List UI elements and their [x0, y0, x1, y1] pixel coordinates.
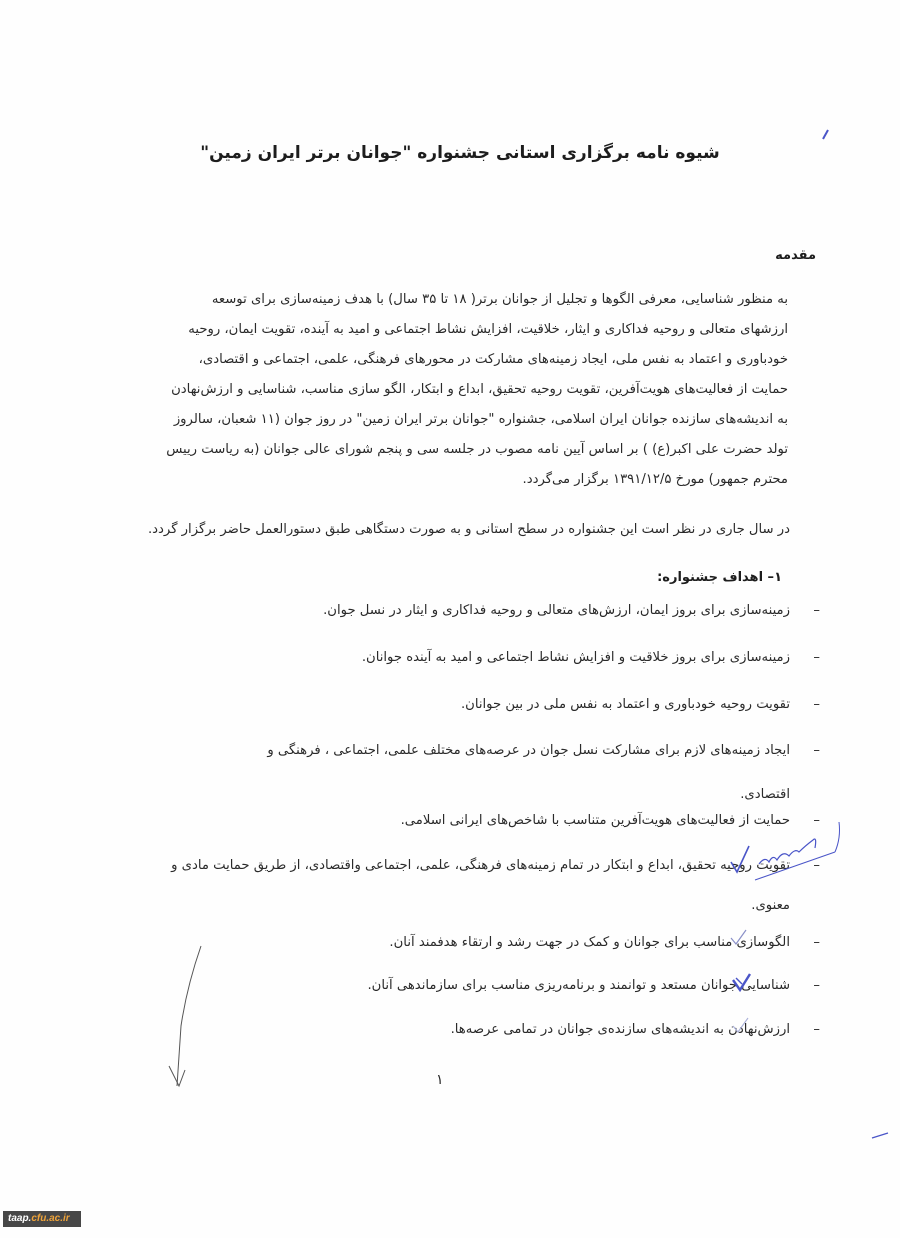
handwritten-arrow-icon: [165, 942, 210, 1092]
document-title: شیوه نامه برگزاری استانی جشنواره "جوانان برتر ایران زمین": [200, 143, 720, 163]
bullet-dash: –: [813, 1022, 820, 1037]
goal-text: شناسایی جوانان مستعد و توانمند و برنامه‌ریزی مناسب برای سازماندهی آنان.: [367, 978, 790, 993]
goal-text: تقویت روحیه تحقیق، ابداع و ابتکار در تمام زمینه‌های فرهنگی، علمی، اجتماعی واقتصادی، از طریق حمایت مادی و معنوی.: [171, 858, 790, 913]
goal-text: تقویت روحیه خودباوری و اعتماد به نفس ملی در بین جوانان.: [460, 697, 790, 712]
checkmark-icon: [728, 928, 750, 948]
intro-line: به منظور شناسایی، معرفی الگوها و تجلیل از جوانان برتر( ۱۸ تا ۳۵ سال) با هدف زمینه‌سازی برای توسعه: [211, 292, 788, 307]
watermark: [3, 1211, 81, 1227]
bullet-dash: –: [813, 743, 820, 758]
goal-item: [230, 687, 820, 723]
bullet-dash: –: [813, 603, 820, 618]
bullet-dash: –: [813, 813, 820, 828]
goal-text: زمینه‌سازی برای بروز خلاقیت و افزایش نشاط اجتماعی و امید به آینده جوانان.: [361, 650, 790, 665]
goal-item: [130, 846, 820, 926]
goal-text: ایجاد زمینه‌های لازم برای مشارکت نسل جوان در عرصه‌های مختلف علمی، اجتماعی ، فرهنگی و اقتصادی.: [267, 743, 790, 802]
goal-text: ارزش‌نهادن به اندیشه‌های سازنده‌ی جوانان در تمامی عرصه‌ها.: [450, 1022, 790, 1037]
goal-item: [230, 593, 820, 629]
goal-text: حمایت از فعالیت‌های هویت‌آفرین متناسب با شاخص‌های ایرانی اسلامی.: [400, 813, 790, 828]
page-number: ۱: [436, 1072, 444, 1088]
bullet-dash: –: [813, 650, 820, 665]
intro-line: خودباوری و اعتماد به نفس ملی، ایجاد زمینه‌های مشارکت در محورهای فرهنگی، علمی، اجتماعی و اقتصادی،: [198, 352, 788, 367]
intro-heading: مقدمه: [775, 248, 816, 263]
goal-item: [230, 925, 820, 961]
watermark-prefix: taap.: [8, 1213, 32, 1224]
goal-item: [230, 1012, 820, 1048]
bullet-dash: –: [813, 978, 820, 993]
intro-line: تولد حضرت علی اکبر(ع) ) بر اساس آیین نامه مصوب در جلسه سی و پنجم شورای عالی جوانان (به ریاست رییس: [166, 442, 788, 457]
goal-item: [230, 803, 820, 839]
checkmark-icon: [730, 970, 754, 994]
watermark-domain: cfu.ac.ir: [31, 1213, 70, 1224]
handwritten-signature-icon: [725, 820, 875, 900]
goal-item: [230, 968, 820, 1004]
bullet-dash: –: [813, 858, 820, 873]
ink-mark-icon: [870, 1130, 894, 1142]
goals-heading: ۱– اهداف جشنواره:: [657, 570, 782, 585]
goal-text: زمینه‌سازی برای بروز ایمان، ارزش‌های متعالی و روحیه فداکاری و ایثار در نسل جوان.: [323, 603, 790, 618]
intro-line: حمایت از فعالیت‌های هویت‌آفرین، تقویت روحیه تحقیق، ابداع و ابتکار، الگو سازی مناسب، شناسایی و ارزش‌نهادن: [171, 382, 788, 397]
note-paragraph: در سال جاری در نظر است این جشنواره در سطح استانی و به صورت دستگاهی طبق دستورالعمل حاضر برگزار گردد.: [147, 522, 790, 537]
bullet-dash: –: [813, 935, 820, 950]
intro-line: محترم جمهور) مورخ ۱۳۹۱/۱۲/۵ برگزار می‌گردد.: [522, 472, 788, 487]
intro-line: به اندیشه‌های سازنده جوانان ایران اسلامی، جشنواره "جوانان برتر ایران زمین" در روز جوان (۱۱ شعبان، سالروز: [173, 412, 788, 427]
checkmark-icon: [730, 1016, 752, 1036]
intro-line: ارزشهای متعالی و روحیه فداکاری و ایثار، خلاقیت، افزایش نشاط اجتماعی و امید به آینده، تقویت ایمان، روحیه: [188, 322, 788, 337]
bullet-dash: –: [813, 697, 820, 712]
goal-item: [230, 640, 820, 676]
ink-dot-mark-icon: [820, 128, 832, 142]
goal-text: الگوسازی مناسب برای جوانان و کمک در جهت رشد و ارتقاء هدفمند آنان.: [389, 935, 790, 950]
